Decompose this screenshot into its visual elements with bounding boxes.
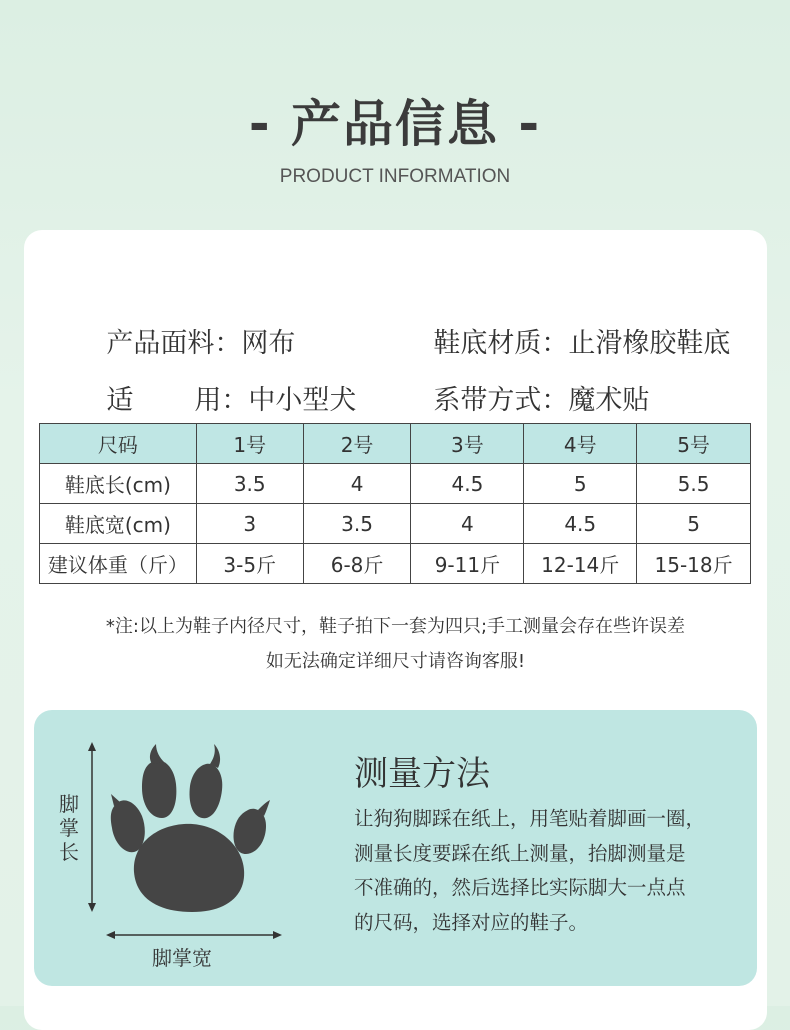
paw-toe-right bbox=[234, 809, 267, 854]
table-cell: 12-14斤 bbox=[524, 544, 637, 584]
size-table bbox=[39, 423, 751, 584]
spec-fabric-value: 网布 bbox=[241, 328, 296, 359]
table-cell: 5 bbox=[524, 464, 637, 504]
table-cell: 5.5 bbox=[637, 464, 751, 504]
table-cell: 建议体重（斤） bbox=[40, 544, 197, 584]
spec-suitable-value: 中小型犬 bbox=[248, 385, 357, 416]
header bbox=[0, 0, 790, 230]
table-cell: 4.5 bbox=[524, 504, 637, 544]
table-cell: 4.5 bbox=[411, 464, 524, 504]
paw-length-label: 脚掌长 bbox=[59, 792, 79, 864]
table-cell: 3.5 bbox=[196, 464, 303, 504]
spec-fabric-label: 产品面料： bbox=[106, 328, 242, 359]
table-cell: 3-5斤 bbox=[196, 544, 303, 584]
table-row bbox=[40, 544, 751, 584]
spec-suitable-label-1: 适 bbox=[106, 385, 134, 416]
paw-width-arrow-head-right bbox=[273, 931, 282, 939]
table-row bbox=[40, 504, 751, 544]
table-cell: 鞋底长(cm) bbox=[40, 464, 197, 504]
size-table-header-cell: 4号 bbox=[524, 424, 637, 464]
table-cell: 3.5 bbox=[303, 504, 411, 544]
size-table-header-cell: 尺码 bbox=[40, 424, 197, 464]
size-note-line-2: 如无法确定详细尺寸请咨询客服! bbox=[265, 651, 526, 672]
size-table-header-cell: 1号 bbox=[196, 424, 303, 464]
table-cell: 15-18斤 bbox=[637, 544, 751, 584]
measure-line: 不准确的，然后选择比实际脚大一点点 bbox=[354, 876, 686, 899]
spec-sole-label: 鞋底材质： bbox=[433, 328, 569, 359]
size-note-line-1: *注:以上为鞋子内径尺寸，鞋子拍下一套为四只;手工测量会存在些许误差 bbox=[105, 616, 686, 637]
paw-claw-mid-right bbox=[210, 744, 220, 768]
table-cell: 4 bbox=[411, 504, 524, 544]
paw-print-icon bbox=[111, 744, 270, 912]
measure-description bbox=[354, 802, 749, 940]
paw-length-arrow-head-bottom bbox=[88, 903, 96, 912]
table-cell: 6-8斤 bbox=[303, 544, 411, 584]
paw-claw-mid-left bbox=[150, 744, 164, 764]
paw-length-arrow-head-top bbox=[88, 742, 96, 751]
measure-line: 测量长度要踩在纸上测量，抬脚测量是 bbox=[354, 841, 686, 865]
measure-line: 让狗狗脚踩在纸上，用笔贴着脚画一圈， bbox=[354, 807, 706, 830]
paw-toe-left bbox=[111, 800, 145, 852]
spec-strap-label: 系带方式： bbox=[433, 385, 569, 416]
paw-main-pad bbox=[134, 824, 244, 912]
spec-strap-value: 魔术贴 bbox=[568, 385, 650, 416]
size-table-header-cell: 5号 bbox=[637, 424, 751, 464]
table-cell: 9-11斤 bbox=[411, 544, 524, 584]
table-row bbox=[40, 464, 751, 504]
table-cell: 鞋底宽(cm) bbox=[40, 504, 197, 544]
measure-title: 测量方法 bbox=[354, 754, 490, 794]
paw-toe-mid-left bbox=[142, 760, 176, 818]
spec-suitable-label-2: 用： bbox=[194, 385, 249, 416]
measure-method-panel bbox=[34, 710, 757, 986]
measure-line: 的尺码，选择对应的鞋子。 bbox=[354, 910, 589, 934]
paw-width-label: 脚掌宽 bbox=[152, 946, 212, 970]
paw-toe-mid-right bbox=[190, 764, 223, 818]
page-title: - 产品信息 - bbox=[248, 95, 542, 153]
product-info-card bbox=[24, 230, 767, 1030]
table-cell: 5 bbox=[637, 504, 751, 544]
table-cell: 4 bbox=[303, 464, 411, 504]
size-table-header-cell: 3号 bbox=[411, 424, 524, 464]
paw-width-arrow-head-left bbox=[106, 931, 115, 939]
size-table-header-row bbox=[40, 424, 751, 464]
spec-sole-value: 止滑橡胶鞋底 bbox=[568, 328, 731, 359]
size-table-header-cell: 2号 bbox=[303, 424, 411, 464]
page-subtitle: PRODUCT INFORMATION bbox=[279, 166, 511, 187]
table-cell: 3 bbox=[196, 504, 303, 544]
